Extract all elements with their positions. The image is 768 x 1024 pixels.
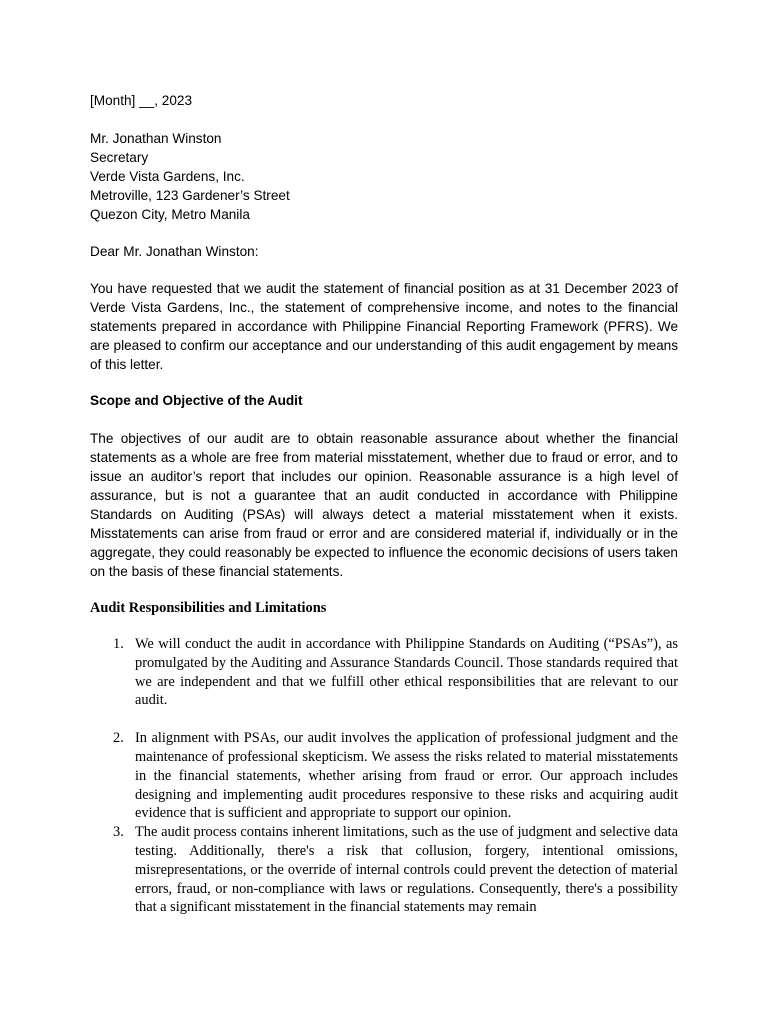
recipient-title: Secretary	[90, 150, 149, 165]
recipient-company: Verde Vista Gardens, Inc.	[90, 169, 245, 184]
salutation: Dear Mr. Jonathan Winston:	[90, 244, 259, 259]
recipient-name: Mr. Jonathan Winston	[90, 131, 222, 146]
recipient-address-line-2: Quezon City, Metro Manila	[90, 207, 250, 222]
scope-heading: Scope and Objective of the Audit	[90, 393, 303, 408]
list-item	[90, 823, 678, 917]
list-item	[90, 729, 678, 823]
recipient-address-line-1: Metroville, 123 Gardener’s Street	[90, 188, 290, 203]
list-item-text: We will conduct the audit in accordance with Philippine Standards on Auditing (“PSAs”), as promulgated by the Auditing and Assurance Standards Council. Those standards required that we are independent and that we fulfill other ethical responsibilities that are relevant to our audit.	[135, 636, 678, 709]
list-item	[90, 635, 678, 710]
list-item-number: 2.	[113, 730, 124, 747]
recipient-address	[90, 129, 678, 224]
list-item-text: In alignment with PSAs, our audit involves the application of professional judgment and the maintenance of professional skepticism. We assess the risks related to material misstatements in the financial statements, whether arising from fraud or error. Our approach includes designing and implementing audit procedures responsive to these risks and acquiring audit evidence that is sufficient and appropriate to support our opinion.	[135, 730, 678, 822]
responsibilities-heading: Audit Responsibilities and Limitations	[90, 600, 327, 616]
scope-paragraph: The objectives of our audit are to obtain reasonable assurance about whether the financial statements as a whole are free from material misstatement, whether due to fraud or error, and to issue an auditor’s report that includes our opinion. Reasonable assurance is a high level of assurance, but is not a guarantee that an audit conducted in accordance with Philippine Standards on Auditing (PSAs) will always detect a material misstatement when it exists. Misstatements can arise from fraud or error and are considered material if, individually or in the aggregate, they could reasonably be expected to influence the economic decisions of users taken on the basis of these financial statements.	[90, 431, 678, 579]
list-item-text: The audit process contains inherent limitations, such as the use of judgment and selective data testing. Additionally, there's a risk that collusion, forgery, intentional omissions, misrepresentations, or the override of internal controls could prevent the detection of material errors, fraud, or non-compliance with laws or regulations. Consequently, there's a possibility that a significant misstatement in the financial statements may remain	[135, 824, 678, 916]
letter-date: [Month] __, 2023	[90, 93, 193, 108]
intro-paragraph: You have requested that we audit the statement of financial position as at 31 December 2023 of Verde Vista Gardens, Inc., the statement of comprehensive income, and notes to the financial statements prepared in accordance with Philippine Financial Reporting Framework (PFRS). We are pleased to confirm our acceptance and our understanding of this audit engagement by means of this letter.	[90, 281, 678, 372]
list-item-number: 1.	[113, 636, 124, 652]
responsibilities-list	[90, 635, 678, 917]
list-item-number: 3.	[113, 824, 124, 841]
